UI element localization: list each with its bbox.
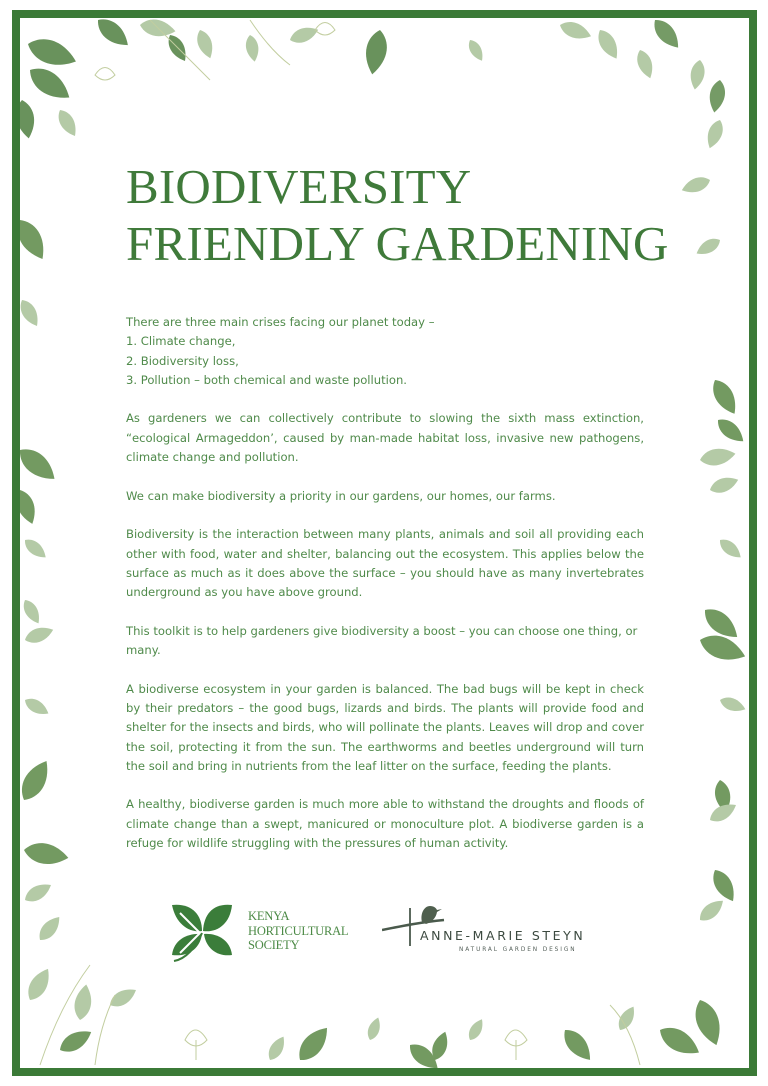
paragraph-balanced-ecosystem: A biodiverse ecosystem in your garden is balanced. The bad bugs will be kept in check by their predators – the good bugs, lizards and birds. The plants will provide food and shelter for the insects and birds, who will pollinate the plants. Leaves will drop and cover the soil, protecting it from the sun. The earthworms and beetles underground will turn the soil and bring in nutrients from the leaf litter on the surface, feeding the plants. bbox=[126, 681, 644, 773]
anne-marie-steyn-logo bbox=[382, 900, 622, 960]
crisis-item: 3. Pollution – both chemical and waste pollution. bbox=[126, 372, 407, 387]
leaf-logo-icon bbox=[170, 903, 236, 963]
partner-logos bbox=[170, 900, 620, 960]
paragraph-biodiversity-definition: Biodiversity is the interaction between many plants, animals and soil all providing each other with food, water and shelter, balancing out the ecosystem. This applies below the surface as much as it does above the surface – you should have as many invertebrates underground as you have above ground. bbox=[126, 527, 644, 600]
crisis-item: 1. Climate change, bbox=[126, 334, 236, 349]
paragraph-resilience: A healthy, biodiverse garden is much more able to withstand the droughts and floods of climate change than a swept, manicured or monoculture plot. A biodiverse garden is a refuge for wildlife struggling with the pressures of human activity. bbox=[126, 797, 644, 851]
ams-tagline: NATURAL GARDEN DESIGN bbox=[459, 947, 577, 953]
crises-intro bbox=[126, 313, 644, 390]
ams-brand-name: ANNE-MARIE STEYN bbox=[420, 928, 586, 943]
khs-line-3: SOCIETY bbox=[248, 938, 300, 952]
khs-line-2: HORTICULTURAL bbox=[248, 923, 349, 938]
paragraph-toolkit: This toolkit is to help gardeners give biodiversity a boost – you can choose one thing, or many. bbox=[126, 623, 638, 658]
crisis-item: 2. Biodiversity loss, bbox=[126, 353, 239, 368]
khs-line-1: KENYA bbox=[248, 909, 290, 923]
document-title bbox=[126, 158, 669, 272]
kenya-horticultural-society-logo bbox=[170, 903, 360, 963]
crises-lead: There are three main crises facing our planet today – bbox=[126, 315, 435, 329]
paragraph-mass-extinction: As gardeners we can collectively contribute to slowing the sixth mass extinction, “ecological Armageddon’, caused by man-made habitat loss, invasive new pathogens, climate change and pollution. bbox=[126, 411, 644, 465]
title-line-2: FRIENDLY GARDENING bbox=[126, 216, 669, 271]
document-body bbox=[126, 313, 644, 873]
paragraph-priority: We can make biodiversity a priority in our gardens, our homes, our farms. bbox=[126, 488, 556, 503]
title-line-1: BIODIVERSITY bbox=[126, 159, 472, 214]
